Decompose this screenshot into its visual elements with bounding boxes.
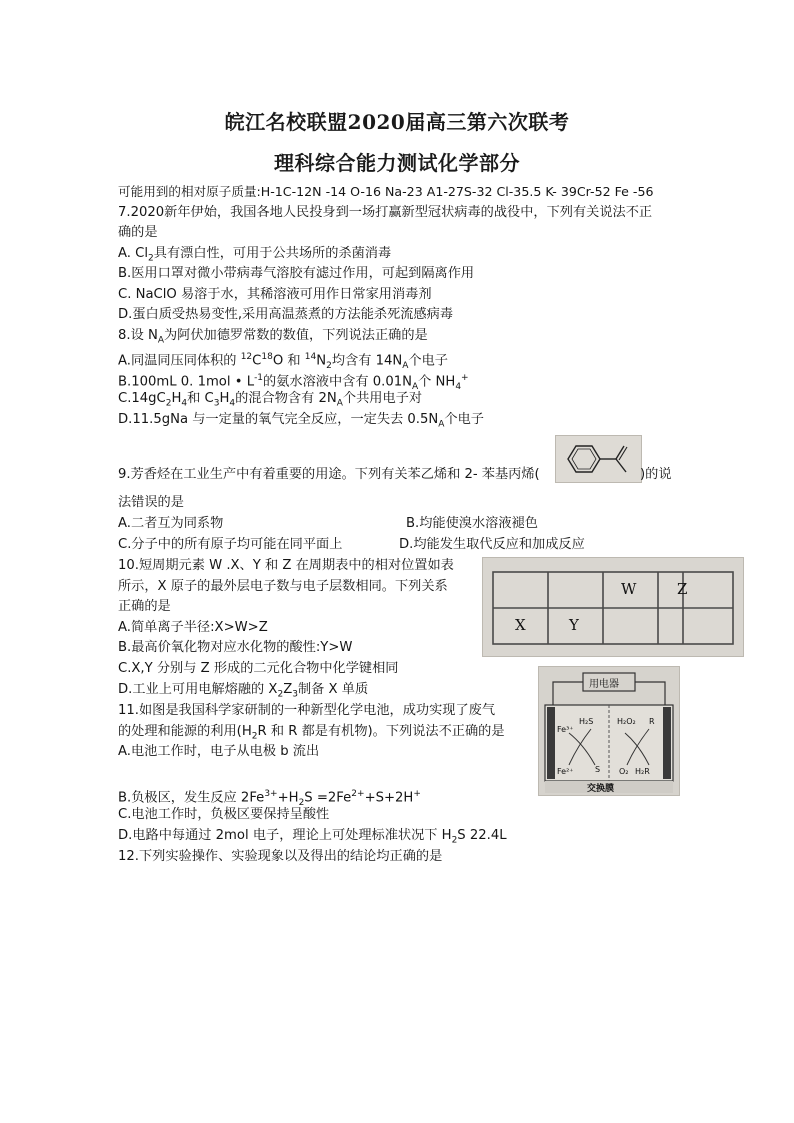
q9-stem-line2: 法错误的是: [118, 495, 184, 510]
q8-option-a: A.同温同压同体积的 $^{12}C^{18}O$ 和 $^{14}N_2$均含有 $14N_A$个电子: [118, 352, 448, 372]
q7-stem-line1: 7.2020新年伊始，我国各地人民投身到一场打赢新型冠状病毒的战役中，下列有关说法不正: [118, 205, 653, 220]
fe3-label: Fe³⁺: [557, 725, 574, 734]
q7-option-d: D.蛋白质受热易变性,采用高温蒸煮的方法能杀死流感病毒: [118, 307, 454, 322]
q7-option-c: C. NaClO 易溶于水，其稀溶液可用作日常家用消毒剂: [118, 287, 432, 302]
exam-subtitle: 理科综合能力测试化学部分: [274, 151, 520, 175]
q10-option-d: D.工业上可用电解熔融的 $X_2Z_3$制备 X 单质: [118, 682, 369, 700]
q7-stem-line2: 确的是: [118, 225, 158, 240]
q9-stem-line1-end: )的说: [640, 467, 672, 482]
q10-option-a: A.简单离子半径:X>W>Z: [118, 620, 268, 635]
q9-option-a: A.二者互为同系物: [118, 516, 224, 531]
fe2-label: Fe²⁺: [557, 767, 574, 776]
q11-stem-line2: 的处理和能源的利用($H_2R$ 和 R 都是有机物)。下列说法不正确的是: [118, 724, 505, 742]
q10-option-c: C.X,Y 分别与 Z 形成的二元化合物中化学键相同: [118, 661, 399, 676]
table-cell-z: Z: [677, 580, 688, 598]
q8-option-c: $C.14gC_2H_4$和 $C_3H_4$的混合物含有 $2N_A$个共用电子对: [118, 391, 423, 409]
table-cell-y: Y: [569, 616, 579, 634]
h2s-label: H₂S: [579, 717, 594, 726]
table-cell-w: W: [621, 580, 637, 598]
s-label: S: [595, 765, 601, 774]
exam-title: 皖江名校联盟2020届高三第六次联考: [224, 110, 570, 134]
q10-stem-line2: 所示，X 原子的最外层电子数与电子层数相同。下列关系: [118, 579, 448, 594]
q10-stem-line1: 10.短周期元素 W .X、Y 和 Z 在周期表中的相对位置如表: [118, 558, 454, 573]
device-label: 用电器: [589, 679, 619, 690]
o2-label: O₂: [619, 767, 629, 776]
q10-stem-line3: 正确的是: [118, 599, 171, 614]
periodic-table-fragment: [482, 557, 744, 657]
q7-option-b: B.医用口罩对微小带病毒气溶胶有滤过作用，可起到隔离作用: [118, 266, 475, 281]
q8-stem: 8.设 $N_A$为阿伏加德罗常数的数值，下列说法正确的是: [118, 328, 428, 346]
q9-option-b: B.均能使溴水溶液褪色: [406, 516, 538, 531]
q11-option-a: A.电池工作时，电子从电极 b 流出: [118, 744, 320, 759]
membrane-label: 交换膜: [587, 784, 615, 794]
q7-option-a: A. $Cl_2$具有漂白性，可用于公共场所的杀菌消毒: [118, 246, 392, 264]
h2o2-label: H₂O₂: [617, 717, 636, 726]
q9-option-c: C.分子中的所有原子均可能在同平面上: [118, 537, 343, 552]
q11-option-d: D.电路中每通过 2mol 电子，理论上可处理标准状况下 $H_2S$ 22.4L: [118, 828, 507, 846]
q11-option-c: C.电池工作时，负极区要保持呈酸性: [118, 807, 330, 822]
2-phenylpropene-structure-image: [555, 435, 642, 483]
q9-option-d: D.均能发生取代反应和加成反应: [399, 537, 585, 552]
q11-option-b: B.负极区，发生反应 $2Fe^{3+}+H_2S =2Fe^{2+}+S+2H^+$: [118, 789, 421, 809]
q8-option-d: D.11.5gNa 与一定量的氧气完全反应，一定失去 $0.5N_A$个电子: [118, 412, 484, 430]
q9-stem-line1: 9.芳香烃在工业生产中有着重要的用途。下列有关苯乙烯和 2- 苯基丙烯(: [118, 467, 540, 482]
q12-stem: 12.下列实验操作、实验现象以及得出的结论均正确的是: [118, 849, 443, 864]
table-cell-x: X: [515, 616, 526, 634]
battery-diagram: [538, 666, 680, 796]
atomic-mass-line: 可能用到的相对原子质量:H-1C-12N -14 O-16 Na-23 A1-27S-32 Cl-35.5 K- 39Cr-52 Fe -56: [118, 184, 654, 199]
q11-stem-line1: 11.如图是我国科学家研制的一种新型化学电池，成功实现了废气: [118, 703, 496, 718]
r-label: R: [649, 717, 655, 726]
q8-option-b: B.100mL 0. 1mol • $L^{-1}$的氨水溶液中含有 $0.01N_A$个 $NH_4^+$: [118, 373, 469, 393]
h2r-label: H₂R: [635, 767, 650, 776]
q10-option-b: B.最高价氧化物对应水化物的酸性:Y>W: [118, 640, 353, 655]
